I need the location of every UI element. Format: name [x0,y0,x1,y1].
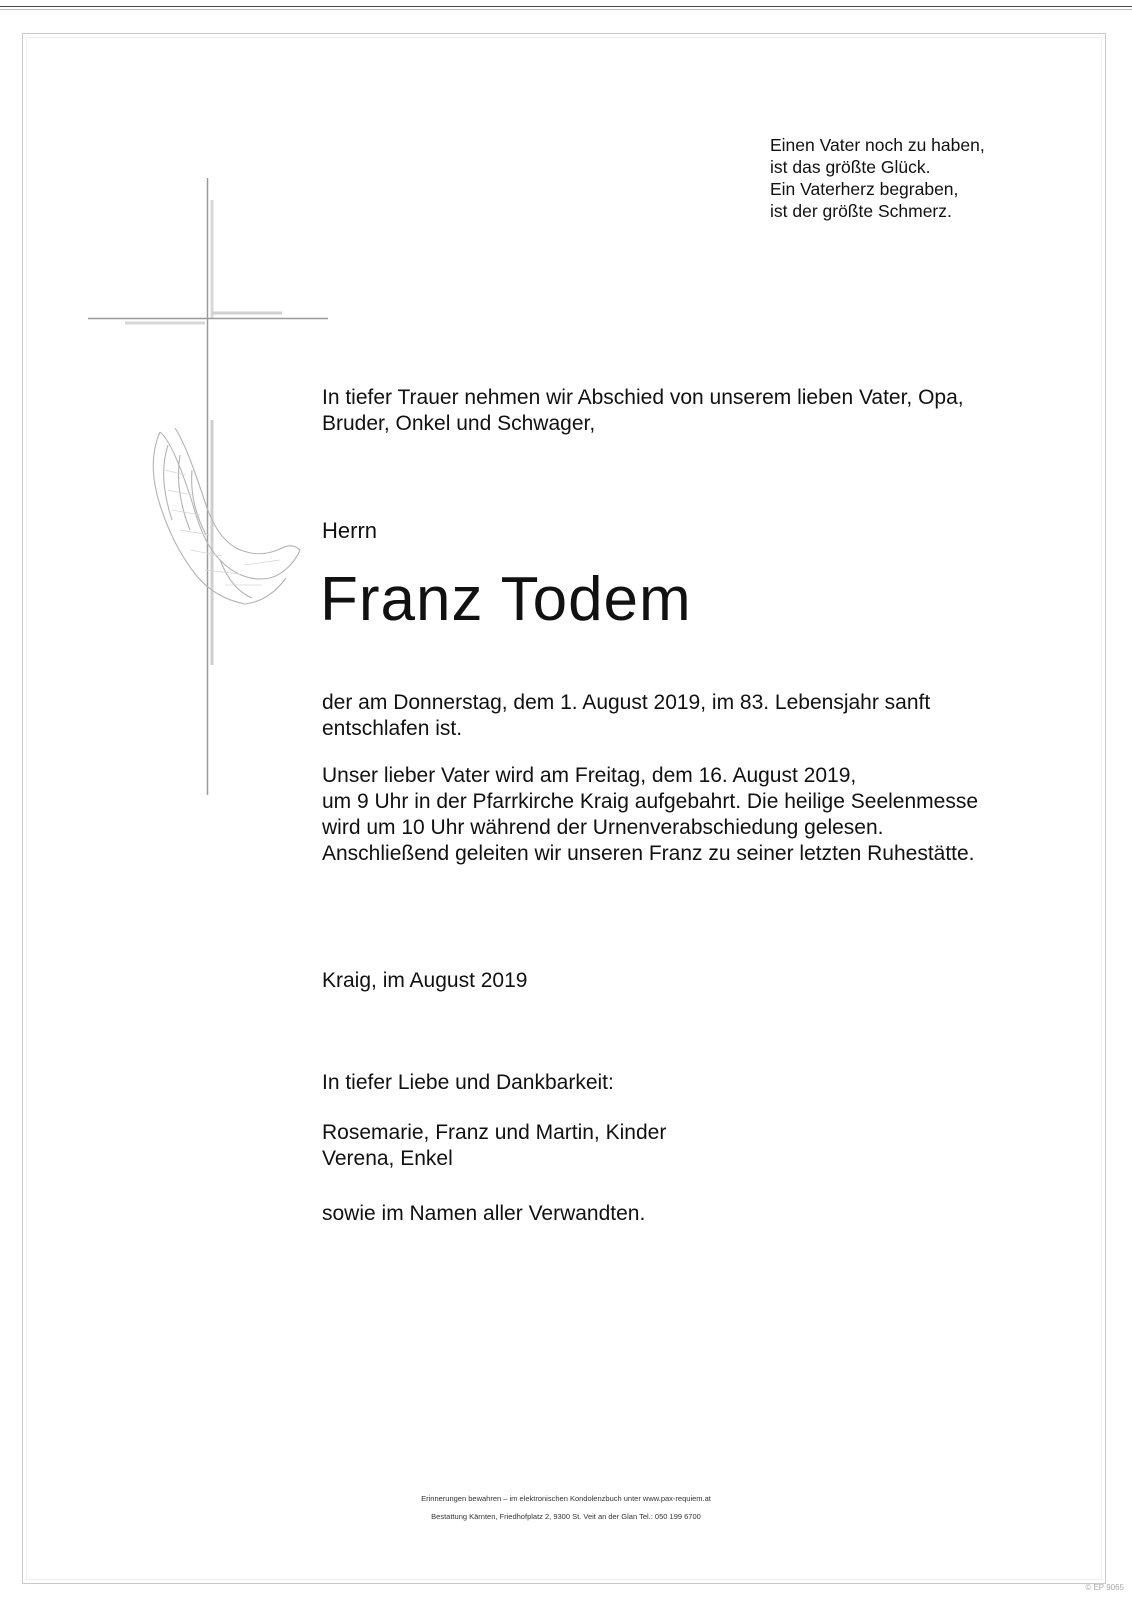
ceremony-line: Anschließend geleiten wir unseren Franz zu seiner letzten Ruhestätte. [322,842,975,865]
footer-address: Bestattung Kärnten, Friedhofplatz 2, 9300 St. Veit an der Glan Tel.: 050 199 6700 [431,1512,701,1521]
ceremony-line: Unser lieber Vater wird am Freitag, dem 16. August 2019, [322,764,857,787]
mourners [322,1120,666,1172]
ceremony-details [322,763,978,867]
ceremony-line: wird um 10 Uhr während der Urnenverabschiedung gelesen. [322,816,884,839]
praying-hands-icon [153,428,300,604]
mourner-line: Verena, Enkel [322,1147,453,1170]
praying-hands-shading [165,470,280,585]
motto [770,134,985,222]
intro-line: Bruder, Onkel und Schwager, [322,412,596,435]
death-info-line: entschlafen ist. [322,717,463,740]
ceremony-line: um 9 Uhr in der Pfarrkirche Kraig aufgebahrt. Die heilige Seelenmesse [322,790,978,813]
place-date: Kraig, im August 2019 [322,969,528,992]
death-info-line: der am Donnerstag, dem 1. August 2019, im 83. Lebensjahr sanft [322,691,931,714]
motto-line: ist das größte Glück. [770,157,931,177]
intro-line: In tiefer Trauer nehmen wir Abschied von unserem lieben Vater, Opa, [322,386,964,409]
motto-line: Ein Vaterherz begraben, [770,179,959,199]
cross-icon [0,0,340,820]
footer-condolence: Erinnerungen bewahren – im elektronischen Kondolenzbuch unter www.pax-requiem.at [421,1494,711,1503]
death-info [322,690,930,742]
motto-line: Einen Vater noch zu haben, [770,135,985,155]
relatives-text: sowie im Namen aller Verwandten. [322,1202,646,1225]
motto-line: ist der größte Schmerz. [770,201,952,221]
closing-text: In tiefer Liebe und Dankbarkeit: [322,1071,614,1094]
print-stamp: © EP 9065 [1085,1583,1124,1592]
salutation: Herrn [322,518,378,543]
mourner-line: Rosemarie, Franz und Martin, Kinder [322,1121,667,1144]
intro-text [322,385,964,437]
deceased-name: Franz Todem [320,565,692,634]
